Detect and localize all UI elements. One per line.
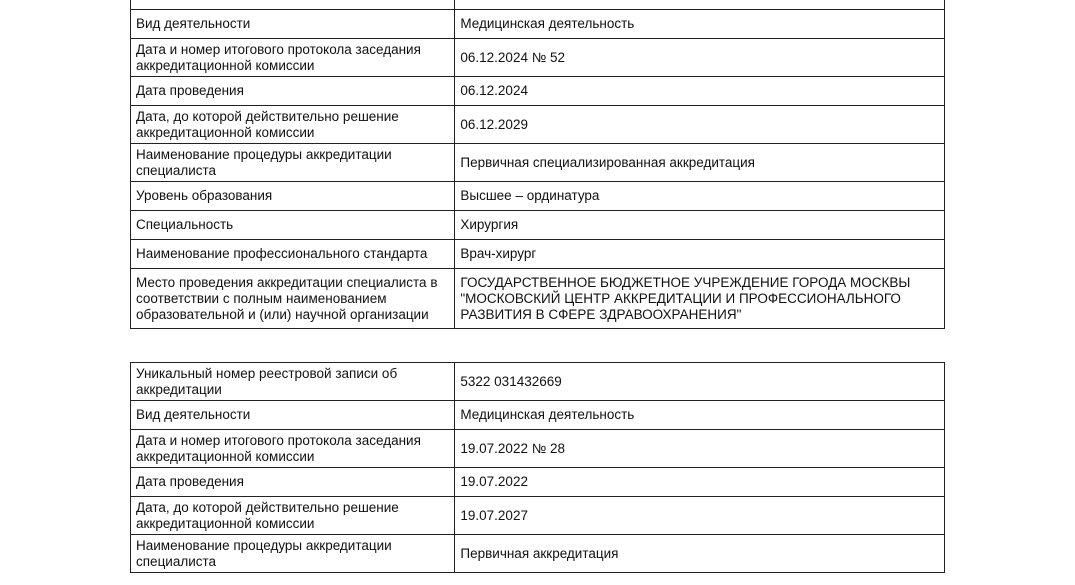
- table-row: [131, 363, 945, 401]
- row-label: [131, 0, 455, 10]
- row-label: Наименование процедуры аккредитации специалиста: [131, 144, 455, 182]
- row-value: 5322 031432669: [455, 363, 945, 401]
- row-value: 06.12.2024: [455, 77, 945, 106]
- table-row: [131, 211, 945, 240]
- row-value: 06.12.2024 № 52: [455, 39, 945, 77]
- row-value: 19.07.2022: [455, 468, 945, 497]
- row-value: Хирургия: [455, 211, 945, 240]
- table-row: [131, 144, 945, 182]
- row-value: 19.07.2027: [455, 497, 945, 535]
- row-value: Врач-хирург: [455, 240, 945, 269]
- row-value: Медицинская деятельность: [455, 10, 945, 39]
- row-label: Специальность: [131, 211, 455, 240]
- table-row: [131, 240, 945, 269]
- row-label: Дата, до которой действительно решение аккредитационной комиссии: [131, 497, 455, 535]
- row-label: Уникальный номер реестровой записи об аккредитации: [131, 363, 455, 401]
- row-label: Наименование процедуры аккредитации специалиста: [131, 535, 455, 573]
- table-row: [131, 269, 945, 329]
- table-row: [131, 10, 945, 39]
- accreditation-record-table: [130, 362, 945, 573]
- row-value: Первичная аккредитация: [455, 535, 945, 573]
- row-value: Первичная специализированная аккредитация: [455, 144, 945, 182]
- row-value: Высшее – ординатура: [455, 182, 945, 211]
- row-label: Дата проведения: [131, 77, 455, 106]
- row-value: 19.07.2022 № 28: [455, 430, 945, 468]
- row-value: [455, 0, 945, 10]
- table-row: [131, 0, 945, 10]
- table-row: [131, 535, 945, 573]
- accreditation-record-table: [130, 0, 945, 329]
- row-label: Дата проведения: [131, 468, 455, 497]
- row-label: Вид деятельности: [131, 401, 455, 430]
- table-row: [131, 106, 945, 144]
- row-label: Дата, до которой действительно решение аккредитационной комиссии: [131, 106, 455, 144]
- row-label: Наименование профессионального стандарта: [131, 240, 455, 269]
- table-row: [131, 182, 945, 211]
- table-row: [131, 401, 945, 430]
- table-row: [131, 468, 945, 497]
- row-label: Дата и номер итогового протокола заседания аккредитационной комиссии: [131, 430, 455, 468]
- row-value: ГОСУДАРСТВЕННОЕ БЮДЖЕТНОЕ УЧРЕЖДЕНИЕ ГОРОДА МОСКВЫ "МОСКОВСКИЙ ЦЕНТР АККРЕДИТАЦИИ И ПРОФЕССИОНАЛЬНОГО РАЗВИТИЯ В СФЕРЕ ЗДРАВООХРАНЕНИЯ": [455, 269, 945, 329]
- table-row: [131, 77, 945, 106]
- row-value: 06.12.2029: [455, 106, 945, 144]
- row-label: Дата и номер итогового протокола заседания аккредитационной комиссии: [131, 39, 455, 77]
- row-label: Место проведения аккредитации специалиста в соответствии с полным наименованием образовательной и (или) научной организации: [131, 269, 455, 329]
- row-label: Уровень образования: [131, 182, 455, 211]
- table-row: [131, 39, 945, 77]
- table-row: [131, 430, 945, 468]
- row-value: Медицинская деятельность: [455, 401, 945, 430]
- row-label: Вид деятельности: [131, 10, 455, 39]
- table-row: [131, 497, 945, 535]
